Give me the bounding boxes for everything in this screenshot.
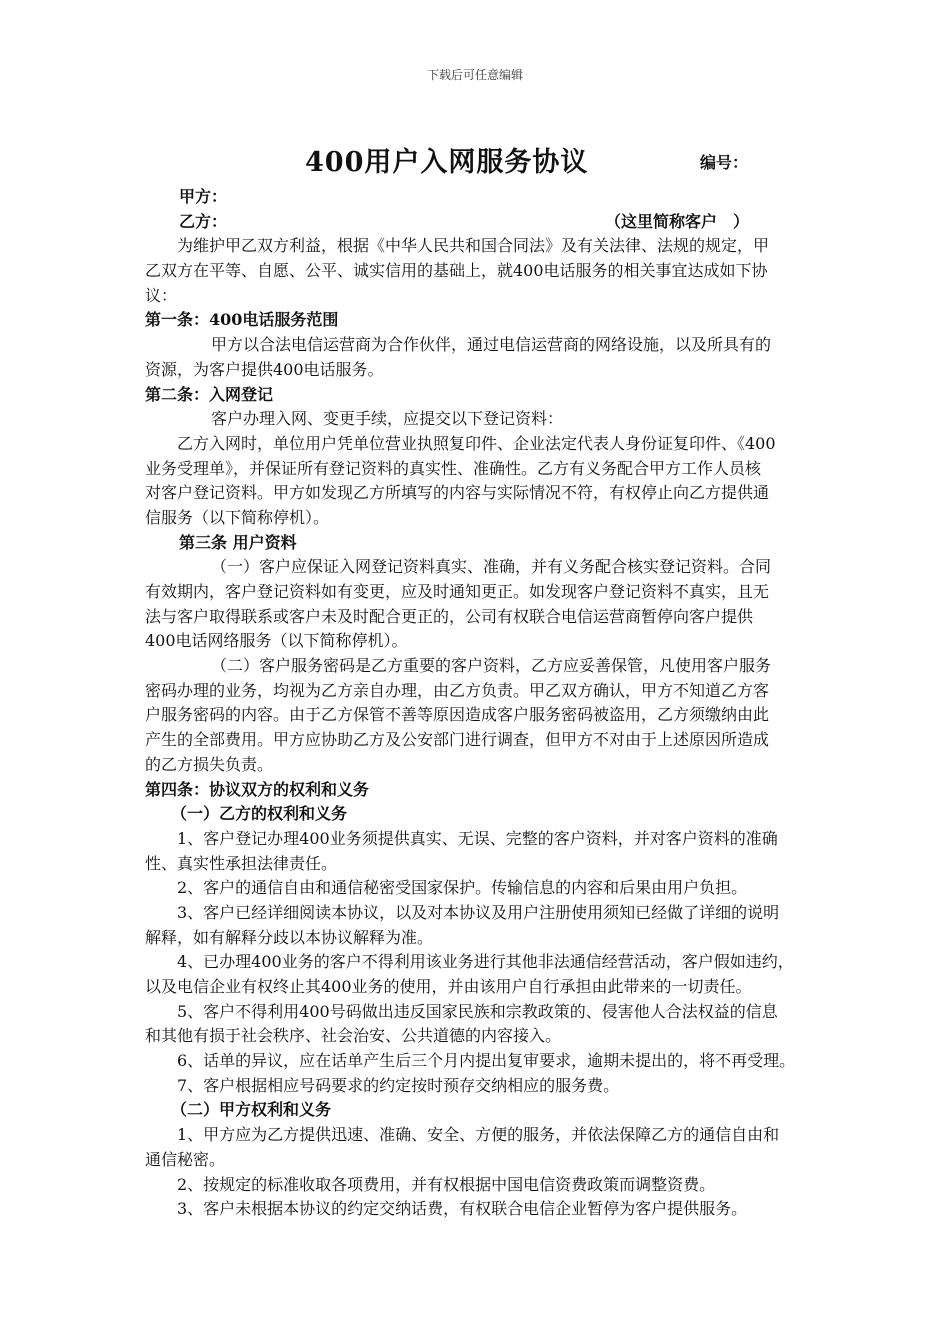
paragraph-line: 通信秘密。	[145, 1149, 226, 1169]
paragraph-line: 1、甲方应为乙方提供迅速、准确、安全、方便的服务，并依法保障乙方的通信自由和	[177, 1125, 780, 1145]
paragraph-line: 6、话单的异议，应在话单产生后三个月内提出复审要求，逾期未提出的，将不再受理。	[177, 1051, 796, 1071]
title-row	[0, 140, 950, 180]
paragraph-line: 资源，为客户提供400电话服务。	[145, 359, 384, 379]
paragraph-line: 3、客户已经详细阅读本协议，以及对本协议及用户注册使用须知已经做了详细的说明	[177, 902, 780, 922]
paragraph-line: （二）客户服务密码是乙方重要的客户资料，乙方应妥善保管，凡使用客户服务	[211, 656, 772, 676]
paragraph-line: 信服务（以下简称停机）。	[145, 507, 330, 527]
section-heading: （一）乙方的权利和义务	[171, 804, 348, 824]
party-a-label: 甲方：	[179, 187, 228, 206]
paragraph-line: 以及电信企业有权终止其400业务的使用，并由该用户自行承担由此带来的一切责任。	[145, 977, 752, 996]
paragraph-line: 性、真实性承担法律责任。	[145, 853, 338, 873]
paragraph-line: 7、客户根据相应号码要求的约定按时预存交纳相应的服务费。	[177, 1075, 620, 1095]
paragraph-line: 对客户登记资料。甲方如发现乙方所填写的内容与实际情况不符，有权停止向乙方提供通	[145, 483, 770, 503]
section-heading: （二）甲方权利和义务	[171, 1100, 332, 1120]
article-heading: 第二条：入网登记	[145, 384, 274, 404]
document-body	[145, 185, 815, 1222]
paragraph-line: 2、客户的通信自由和通信秘密受国家保护。传输信息的内容和后果由用户负担。	[177, 878, 748, 898]
paragraph-line: 解释，如有解释分歧以本协议解释为准。	[145, 927, 434, 947]
paragraph-line: 的乙方损失负责。	[145, 754, 274, 774]
paragraph-line: 400电话网络服务（以下简称停机）。	[145, 631, 408, 651]
party-b-row	[145, 210, 815, 235]
paragraph-line: 4、已办理400业务的客户不得利用该业务进行其他非法通信经营活动，客户假如违约，	[177, 952, 794, 972]
paragraph-line: 法与客户取得联系或客户未及时配合更正的，公司有权联合电信运营商暂停向客户提供	[145, 606, 754, 626]
article-heading: 第四条：协议双方的权利和义务	[145, 779, 370, 799]
party-b-note: （这里简称客户 ）	[605, 211, 750, 231]
article-heading: 第一条：400电话服务范围	[145, 310, 339, 330]
paragraph-line: 乙方入网时，单位用户凭单位营业执照复印件、企业法定代表人身份证复印件、《400	[177, 433, 776, 453]
paragraph-line: 1、客户登记办理400业务须提供真实、无误、完整的客户资料，并对客户资料的准确	[177, 828, 778, 848]
party-b-label: 乙方：	[179, 211, 228, 231]
paragraph-line: 密码办理的业务，均视为乙方亲自办理，由乙方负责。甲乙双方确认，甲方不知道乙方客	[145, 680, 770, 700]
paragraph-line: 户服务密码的内容。由于乙方保管不善等原因造成客户服务密码被盗用，乙方须缴纳由此	[145, 705, 770, 725]
paragraph-line: 议：	[145, 285, 178, 305]
document-title: 400用户入网服务协议	[305, 147, 589, 178]
paragraph-line: 产生的全部费用。甲方应协助乙方及公安部门进行调查，但甲方不对由于上述原因所造成	[145, 730, 770, 750]
paragraph-line: 2、按规定的标准收取各项费用，并有权根据中国电信资费政策而调整资费。	[177, 1174, 716, 1194]
article-heading: 第三条 用户资料	[179, 532, 297, 552]
paragraph-line: 为维护甲乙双方利益，根据《中华人民共和国合同法》及有关法律、法规的规定，甲	[177, 236, 770, 256]
paragraph-line: 和其他有损于社会秩序、社会治安、公共道德的内容接入。	[145, 1026, 562, 1046]
paragraph-line: 客户办理入网、变更手续，应提交以下登记资料：	[211, 409, 564, 429]
paragraph-line: （一）客户应保证入网登记资料真实、准确，并有义务配合核实登记资料。合同	[211, 557, 772, 577]
header-note: 下载后可任意编辑	[426, 68, 523, 82]
paragraph-line: 有效期内，客户登记资料如有变更，应及时通知更正。如发现客户登记资料不真实，且无	[145, 582, 770, 601]
paragraph-line: 5、客户不得利用400号码做出违反国家民族和宗教政策的、侵害他人合法权益的信息	[177, 1001, 778, 1021]
paragraph-line: 乙双方在平等、自愿、公平、诚实信用的基础上，就400电话服务的相关事宜达成如下协	[145, 261, 768, 281]
paragraph-line: 业务受理单》，并保证所有登记资料的真实性、准确性。乙方有义务配合甲方工作人员核	[145, 458, 762, 478]
paragraph-line: 甲方以合法电信运营商为合作伙伴，通过电信运营商的网络设施，以及所具有的	[211, 335, 772, 355]
paragraph-line: 3、客户未根据本协议的约定交纳话费，有权联合电信企业暂停为客户提供服务。	[177, 1199, 748, 1219]
number-label: 编号：	[700, 153, 749, 172]
